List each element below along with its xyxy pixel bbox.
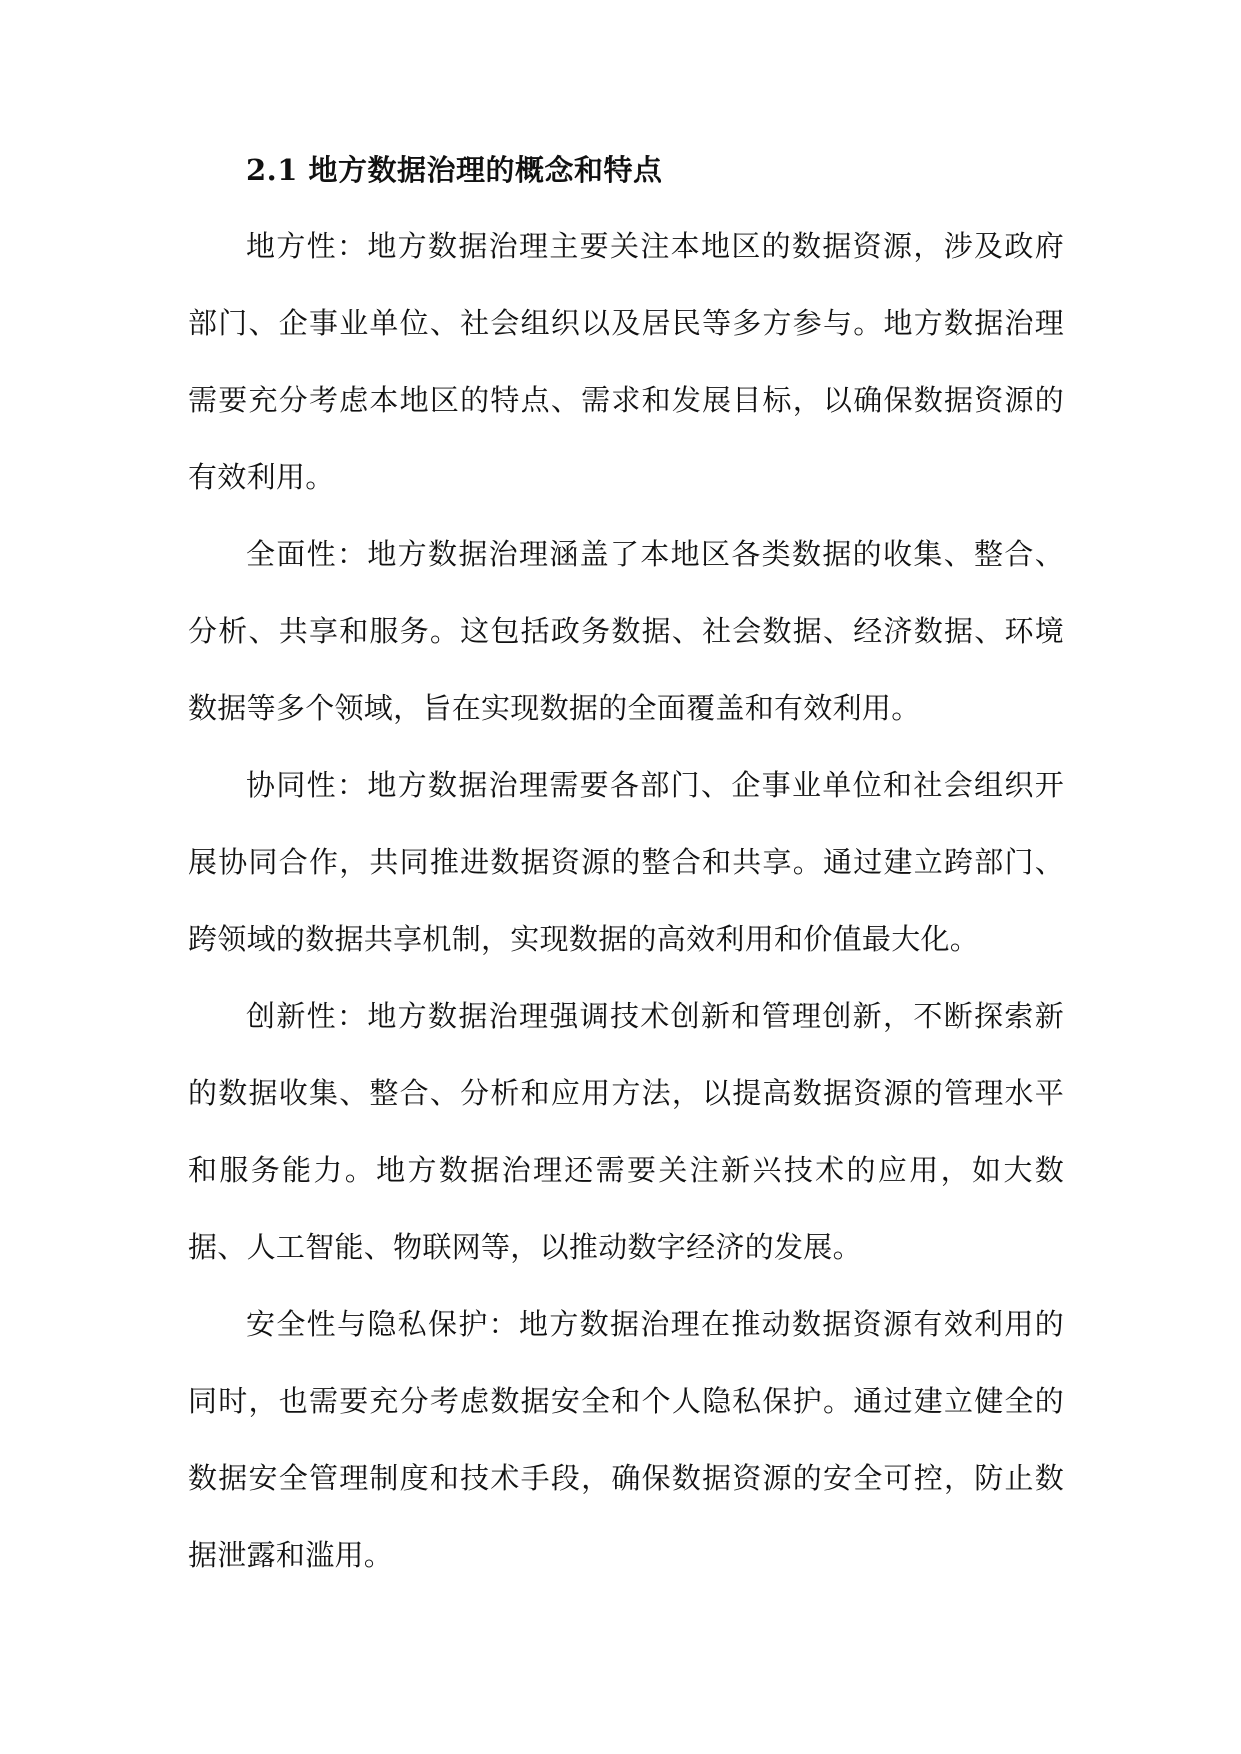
- paragraph-innovation: 创新性：地方数据治理强调技术创新和管理创新，不断探索新的数据收集、整合、分析和应用方法，以提高数据资源的管理水平和服务能力。地方数据治理还需要关注新兴技术的应用，如大数据、人工智能、物联网等，以推动数字经济的发展。: [188, 999, 1064, 1264]
- paragraph-collaboration: 协同性：地方数据治理需要各部门、企事业单位和社会组织开展协同合作，共同推进数据资源的整合和共享。通过建立跨部门、跨领域的数据共享机制，实现数据的高效利用和价值最大化。: [188, 768, 1064, 956]
- document-body: [188, 152, 1064, 1594]
- paragraph-locality: 地方性：地方数据治理主要关注本地区的数据资源，涉及政府部门、企事业单位、社会组织以及居民等多方参与。地方数据治理需要充分考虑本地区的特点、需求和发展目标，以确保数据资源的有效利用。: [188, 229, 1064, 494]
- paragraph-security-privacy: 安全性与隐私保护：地方数据治理在推动数据资源有效利用的同时，也需要充分考虑数据安全和个人隐私保护。通过建立健全的数据安全管理制度和技术手段，确保数据资源的安全可控，防止数据泄露和滥用。: [188, 1307, 1064, 1572]
- paragraph-comprehensiveness: 全面性：地方数据治理涵盖了本地区各类数据的收集、整合、分析、共享和服务。这包括政务数据、社会数据、经济数据、环境数据等多个领域，旨在实现数据的全面覆盖和有效利用。: [188, 537, 1064, 725]
- section-heading: 2.1 地方数据治理的概念和特点: [246, 153, 663, 187]
